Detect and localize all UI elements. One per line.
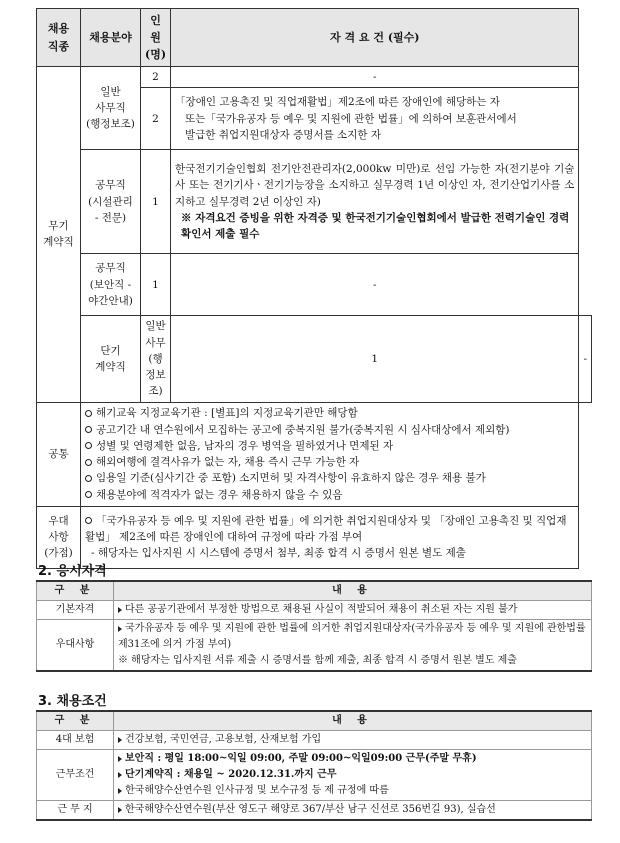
triangle-bullet-icon — [118, 788, 122, 794]
circle-bullet-icon — [85, 459, 92, 466]
general-field-text: 일반 사무직 (행정보조) — [86, 85, 135, 131]
pref-qual-content — [114, 620, 592, 672]
pref-main-text: 「국가유공자 등 예우 및 지원에 관한 법률」에 의거한 취업지원대상자 및 「장애인 고용촉진 및 직업재활법」 제2조에 따른 장애인에 대하여 규정에 따라 가점 부여 — [85, 514, 567, 543]
work-line — [118, 751, 587, 767]
basic-qual-label: 기본자격 — [37, 601, 114, 620]
temp-field — [141, 316, 171, 402]
facility-note: ※ 자격요건 증빙을 위한 자격증 및 한국전기기술인협회에서 발급한 전력기술인 경력확인서 제출 필수 — [181, 211, 570, 241]
triangle-bullet-icon — [118, 756, 122, 762]
work-conditions-label: 근무조건 — [37, 750, 114, 801]
header-job-type-text: 채용 직종 — [47, 22, 70, 53]
basic-qual-content — [114, 601, 592, 620]
security-field — [81, 254, 141, 316]
facility-field — [81, 150, 141, 254]
common-item — [85, 454, 574, 470]
security-qual: - — [171, 254, 579, 316]
general-1-count: 2 — [141, 67, 171, 88]
eligibility-col-category: 구 분 — [37, 581, 114, 601]
circle-bullet-icon — [85, 517, 92, 524]
triangle-bullet-icon — [118, 626, 122, 632]
security-field-text: 공무직 (보안직 - 야간안내) — [88, 262, 133, 307]
header-field — [81, 9, 141, 67]
circle-bullet-icon — [85, 442, 92, 449]
pref-qual-text: 국가유공자 등 예우 및 지원에 관한 법률에 의거한 취업지원대상자(국가유공자 등 예우 및 지원에 관한법률 제31조에 의거 가점 부여) — [118, 623, 586, 650]
work-line-text: 한국해양수산연수원 인사규정 및 보수규정 등 제 규정에 따름 — [125, 785, 389, 796]
qual-line: 「장애인 고용촉진 및 직업재활법」제2조에 따른 장애인에 해당하는 자 — [175, 96, 500, 109]
triangle-bullet-icon — [118, 607, 122, 613]
common-item-text: 해외여행에 결격사유가 없는 자, 채용 즉시 근무 가능한 자 — [96, 456, 360, 469]
eligibility-table — [36, 580, 592, 672]
header-qualifications — [171, 9, 579, 67]
header-qual-text: 자 격 요 건 (필수) — [330, 30, 420, 44]
temp-contract-label — [81, 316, 141, 402]
eligibility-col-content: 내 용 — [114, 581, 592, 601]
pref-sub: - 해당자는 입사지원 시 시스템에 증명서 첨부, 최종 합격 시 증명서 원본 별도 제출 — [91, 547, 466, 560]
work-conditions-content — [114, 750, 592, 801]
common-item-text: 해기교육 지정교육기관 : [별표]의 지정교육기관만 해당함 — [96, 407, 358, 420]
pref-qual-note: ※ 해당자는 입사지원 서류 제출 시 증명서를 함께 제출, 최종 합격 시 증명서 원본 별도 제출 — [118, 655, 517, 666]
circle-bullet-icon — [85, 491, 92, 498]
security-count: 1 — [141, 254, 171, 316]
header-field-text: 채용분야 — [89, 30, 132, 44]
pref-qual-label: 우대사항 — [37, 620, 114, 672]
circle-bullet-icon — [85, 475, 92, 482]
recruitment-table — [36, 8, 592, 569]
common-item — [85, 422, 574, 438]
work-line-text: 단기계약직 : 채용일 ~ 2020.12.31.까지 근무 — [125, 769, 337, 780]
common-item — [85, 438, 574, 454]
circle-bullet-icon — [85, 426, 92, 433]
facility-qual-text: 한국전기기술인협회 전기안전관리자(2,000kw 미만)로 선임 가능한 자(전기분야 기술사 또는 전기기사ㆍ전기기능장을 소지하고 실무경력 1년 이상인 자, 전기산업기사를 소지하고 실무경력 2년 이상인 자) — [175, 163, 575, 208]
section3-title: 3. 채용조건 — [38, 694, 107, 709]
insurance-text: 건강보험, 국민연금, 고용보험, 산재보험 가입 — [125, 734, 322, 745]
pref-qual-line — [118, 621, 587, 653]
work-line — [118, 783, 587, 799]
insurance-label: 4대 보험 — [37, 731, 114, 750]
basic-qual-text: 다른 공공기관에서 부정한 방법으로 채용된 사실이 적발되어 채용이 취소된 자는 지원 불가 — [125, 604, 518, 615]
temp-qual: - — [579, 316, 592, 402]
common-item — [85, 470, 574, 486]
pref-main — [85, 513, 574, 546]
common-item — [85, 487, 574, 503]
header-count — [141, 9, 171, 67]
conditions-col-content: 내 용 — [114, 711, 592, 731]
insurance-content — [114, 731, 592, 750]
common-item-text: 공고기간 내 연수원에서 모집하는 공고에 중복지원 불가(중복지원 시 심사대상에서 제외함) — [96, 423, 510, 436]
general-1-qual: - — [171, 67, 579, 88]
perm-label-text: 무기 계약직 — [43, 220, 74, 249]
general-office-field — [81, 67, 141, 150]
work-line — [118, 767, 587, 783]
general-2-count: 2 — [141, 88, 171, 150]
workplace-text: 한국해양수산연수원(부산 영도구 해양로 367/부산 남구 신선로 356번길 93), 실습선 — [125, 804, 496, 815]
common-label: 공통 — [37, 402, 81, 506]
preference-content — [81, 506, 579, 568]
temp-label-text: 단기 계약직 — [95, 344, 126, 373]
triangle-bullet-icon — [118, 807, 122, 813]
common-item — [85, 405, 574, 421]
facility-field-text: 공무직 (시설관리 - 전문) — [88, 179, 133, 224]
section2-title: 2. 응시자격 — [38, 564, 107, 579]
pref-label-text: 우대 사항 (가점) — [44, 514, 73, 560]
qual-line: 또는「국가유공자 등 예우 및 지원에 관한 법률」에 의하여 보훈관서에서 — [185, 112, 517, 125]
qual-line: 발급한 취업지원대상자 증명서를 소지한 자 — [185, 128, 381, 141]
preference-label — [37, 506, 81, 568]
work-line-text: 보안직 : 평일 18:00~익일 09:00, 주말 09:00~익일09:00 근무(주말 무휴) — [125, 753, 477, 764]
common-item-text: 성별 및 연령제한 없음, 남자의 경우 병역을 필하였거나 면제된 자 — [96, 439, 394, 452]
perm-contract-label — [37, 67, 81, 403]
temp-field-text: 일반사무 (행정보조) — [145, 320, 166, 398]
common-item-text: 임용일 기준(심사기간 중 포함) 소지면허 및 자격사항이 유효하지 않은 경우 채용 불가 — [96, 472, 486, 485]
temp-count: 1 — [171, 316, 579, 402]
circle-bullet-icon — [85, 410, 92, 417]
general-2-qual — [171, 88, 579, 150]
common-item-text: 채용분야에 적격자가 없는 경우 채용하지 않을 수 있음 — [96, 488, 343, 501]
conditions-table — [36, 710, 592, 821]
common-list — [81, 402, 579, 506]
conditions-col-category: 구 분 — [37, 711, 114, 731]
workplace-label: 근 무 지 — [37, 801, 114, 821]
triangle-bullet-icon — [118, 737, 122, 743]
header-job-type — [37, 9, 81, 67]
facility-count: 1 — [141, 150, 171, 254]
facility-qual — [171, 150, 579, 254]
triangle-bullet-icon — [118, 772, 122, 778]
workplace-content — [114, 801, 592, 821]
header-count-text: 인원 (명) — [145, 13, 167, 62]
